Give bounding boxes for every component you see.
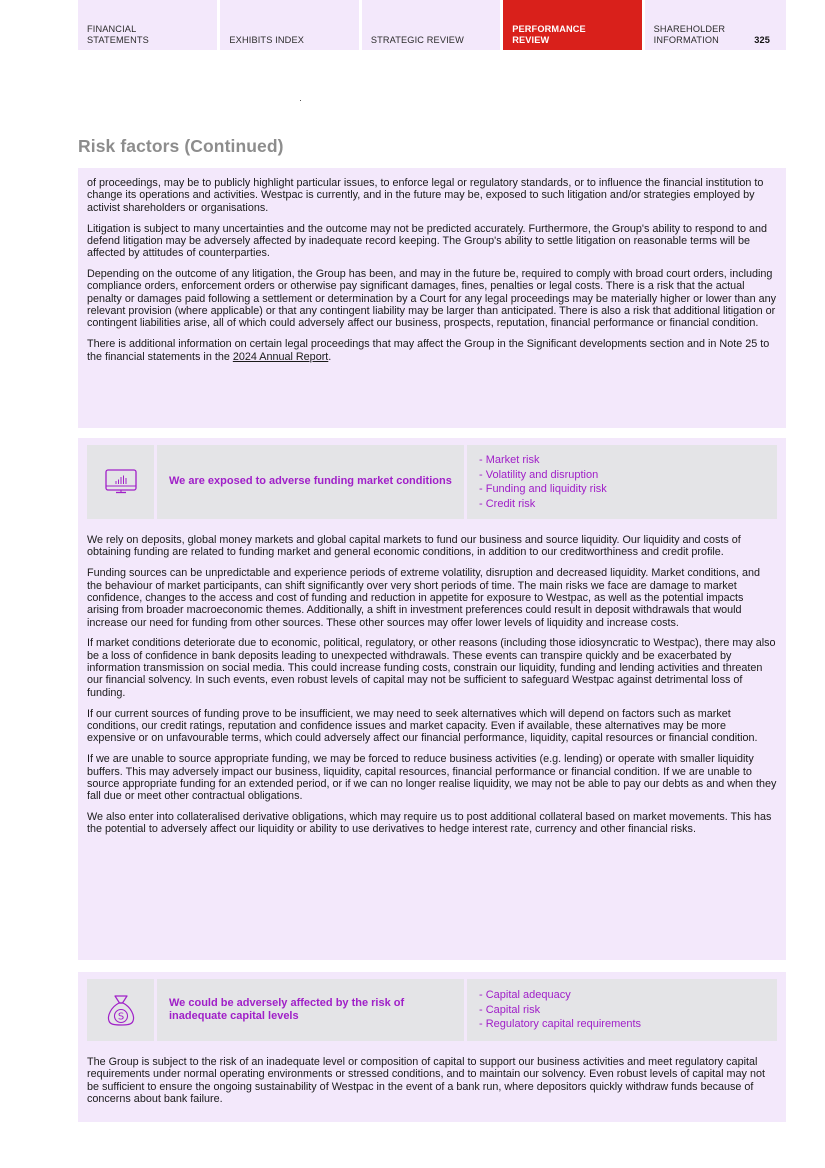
paragraph: If we are unable to source appropriate funding, we may be forced to reduce business activities (e.g. lending) or operate with smaller liquidity buffers. This may adversely impact our business, liquidity, capital resources, financial performance or financial condition. If we are unable to source appropriate funding for an extended period, or if we can no longer realise liquidity, we may not be able to pay our debts as and when they fall due or meet other contractual obligations. [87, 753, 777, 803]
paragraph: The Group is subject to the risk of an inadequate level or composition of capital to support our business activities and meet regulatory capital requirements under normal operating environments or stressed conditions, and to maintain our solvency. Even robust levels of capital may not be sufficient to ensure the ongoing sustainability of Westpac in the event of a bank run, where depositors quickly withdraw funds because of concerns about bank failure. [87, 1056, 765, 1106]
annual-report-link[interactable]: 2024 Annual Report [232, 350, 329, 363]
litigation-panel [78, 168, 786, 428]
tab-label-line1: PERFORMANCE [512, 24, 586, 34]
related-risk-item: - Credit risk [479, 497, 536, 510]
paragraph: Depending on the outcome of any litigation, the Group has been, and may in the future be, required to comply with broad court orders, including compliance orders, enforcement orders or otherwise pay significant damages, fines, penalties or legal costs. There is a risk that the actual penalty or damages paid following a settlement or determination by a Court for any legal proceedings may be materially higher or lower than any relevant provision (where applicable) or that any contingent liability may be larger than anticipated. There is also a risk that additional litigation or contingent liabilities arise, all of which could adversely affect our business, prospects, reputation, financial performance or financial condition. [87, 268, 776, 330]
money-bag-icon [103, 992, 139, 1028]
paragraph: of proceedings, may be to publicly highlight particular issues, to enforce legal or regulatory standards, or to influence the financial institution to change its operations and activities. Westpac is currently, and in the future may be, exposed to such litigation and/or strategies employed by activist shareholders or organisations. [87, 177, 764, 214]
paragraph: If market conditions deteriorate due to economic, political, regulatory, or other reasons (including those idiosyncratic to Westpac), there may also be a loss of confidence in bank deposits leading to unexpected withdrawals. These events can transpire quickly and be exacerbated by information transmission on social media. This could increase funding costs, constrain our liquidity, funding and lending activities and threaten our financial solvency. In such events, even robust levels of capital may not be sufficient to safeguard Westpac against detrimental loss of funding. [87, 637, 776, 699]
tab-exhibits-index[interactable] [220, 0, 358, 50]
paragraph: Litigation is subject to many uncertainties and the outcome may not be predicted accurately. Furthermore, the Group's ability to respond to and defend litigation may be adversely affected by inadequate record keeping. The Group's ability to settle litigation on reasonable terms will be affected by attitudes of counterparties. [87, 222, 768, 260]
related-risks-list [467, 445, 777, 519]
section-navigation [78, 0, 786, 50]
tab-label-line1: SHAREHOLDER [653, 24, 726, 34]
related-risk-item: - Funding and liquidity risk [479, 483, 607, 495]
tab-performance-review[interactable] [503, 0, 641, 50]
page-number: 325 [754, 35, 771, 45]
icon-cell [87, 445, 154, 519]
stray-dot [300, 100, 301, 101]
paragraph-text-end: . [328, 350, 332, 363]
paragraph: We rely on deposits, global money markets and global capital markets to fund our business and source liquidity. Our liquidity and costs of obtaining funding are related to funding market and general economic conditions, in addition to our creditworthiness and credit profile. [87, 534, 741, 559]
tab-label-line1: STRATEGIC REVIEW [370, 35, 464, 45]
money-bag-letter: S [117, 1011, 124, 1023]
paragraph [87, 338, 777, 363]
related-risk-item: - Market risk [479, 454, 540, 466]
tab-label-line2: REVIEW [512, 34, 550, 45]
related-risk-item: - Capital risk [479, 1003, 541, 1016]
tab-strategic-review[interactable] [362, 0, 500, 50]
risk-header [87, 979, 777, 1041]
tab-shareholder-information[interactable] [645, 0, 786, 50]
paragraph: If our current sources of funding prove to be insufficient, we may need to seek alternatives which will depend on factors such as market conditions, our credit ratings, reputation and confidence issues and market capacity. Even if available, these alternatives may be more expensive or on unfavourable terms, which could adversely affect our financial performance, liquidity, capital resources or financial condition. [87, 707, 758, 745]
tab-label-line1: EXHIBITS INDEX [229, 35, 305, 45]
monitor-chart-icon [103, 464, 139, 500]
related-risk-item: - Volatility and disruption [479, 468, 599, 481]
tab-financial-statements[interactable] [78, 0, 217, 50]
tab-label-line1: FINANCIAL [87, 24, 137, 34]
icon-cell [87, 979, 154, 1041]
related-risk-item: - Regulatory capital requirements [479, 1018, 642, 1030]
risk-header [87, 445, 777, 519]
capital-risk-panel [78, 972, 786, 1122]
tab-label-line2: STATEMENTS [87, 34, 149, 45]
related-risks-list [467, 979, 777, 1041]
risk-title: We are exposed to adverse funding market conditions [157, 445, 464, 519]
tab-label-line2: INFORMATION [653, 34, 719, 45]
page-title: Risk factors (Continued) [78, 136, 284, 156]
related-risk-item: - Capital adequacy [479, 989, 571, 1001]
risk-title: We could be adversely affected by the risk of inadequate capital levels [157, 979, 464, 1041]
paragraph: We also enter into collateralised derivative obligations, which may require us to post additional collateral based on market movements. This has the potential to adversely affect our liquidity or ability to use derivatives to hedge interest rate, currency and other financial risks. [87, 811, 772, 836]
funding-risk-panel [78, 438, 786, 960]
paragraph: Funding sources can be unpredictable and experience periods of extreme volatility, disruption and decreased liquidity. Market conditions, and the behaviour of market participants, can shift significantly over very short periods of time. The main risks we face are damage to market confidence, changes to the access and cost of funding and reduction in appetite for exposure to Westpac, as well as the potential impacts arising from broader macroeconomic themes. Additionally, a shift in investment preferences could result in deposit withdrawals that would increase our need for funding from other sources. These other sources may offer lower levels of liquidity and increase costs. [87, 567, 760, 629]
paragraph-text: There is additional information on certain legal proceedings that may affect the Group in the Significant developments section and in Note 25 to the financial statements in the [87, 338, 770, 363]
